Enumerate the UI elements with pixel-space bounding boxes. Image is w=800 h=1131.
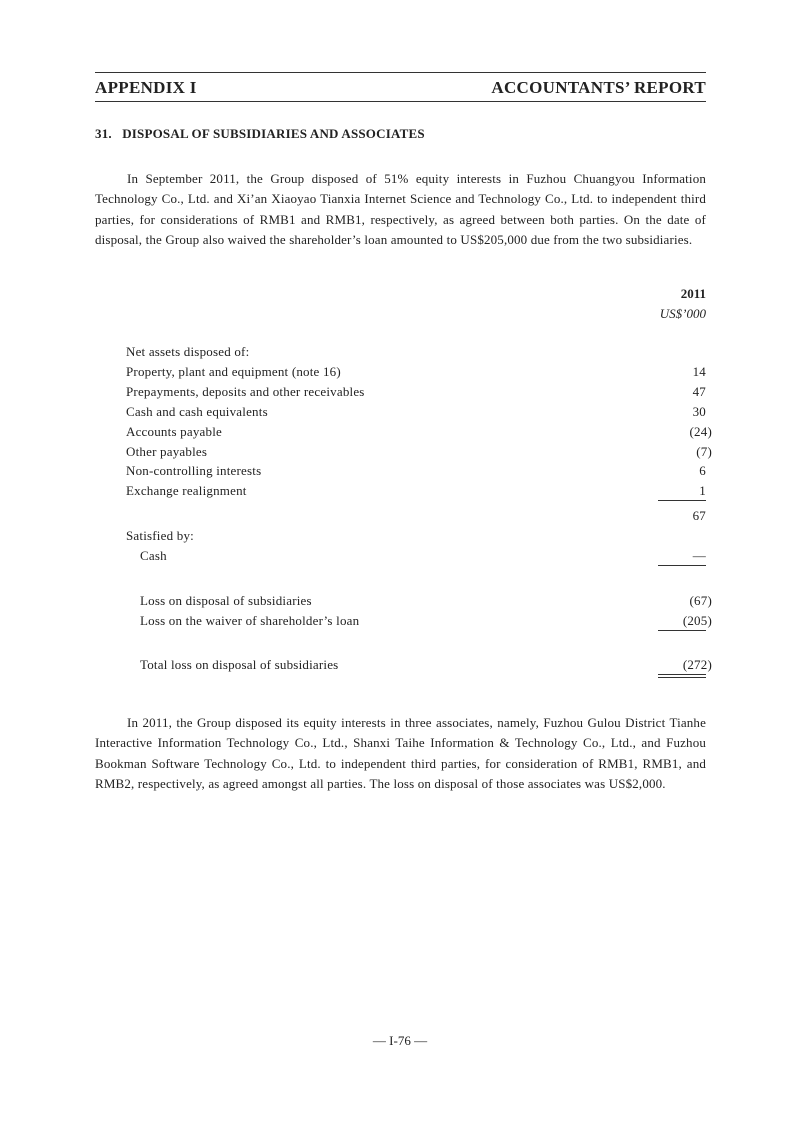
table-row <box>0 444 800 464</box>
intro-paragraph: In September 2011, the Group disposed of 51% equity interests in Fuzhou Chuangyou Information Technology Co., Ltd. and Xi’an Xiaoyao Tianxia Internet Science and Technology Co., Ltd. to independent third parties, for considerations of RMB1 and RMB1, respectively, as agreed between both parties. On the date of disposal, the Group also waived the shareholder’s loan amounted to US$205,000 due from the two subsidiaries. <box>95 171 706 247</box>
section-title: 31. DISPOSAL OF SUBSIDIARIES AND ASSOCIATES <box>95 126 425 141</box>
row-label: Net assets disposed of: <box>126 344 250 359</box>
row-value: 14 <box>692 364 706 379</box>
column-year-header: 2011 <box>680 286 706 301</box>
row-label: Loss on disposal of subsidiaries <box>140 593 312 608</box>
subtotal-value: 67 <box>692 508 706 523</box>
row-value: (24) <box>689 424 712 439</box>
header-bottom-rule <box>95 101 706 102</box>
row-label: Prepayments, deposits and other receivables <box>126 384 365 399</box>
row-label: Cash and cash equivalents <box>126 404 268 419</box>
row-label: Cash <box>140 548 167 563</box>
row-label: Total loss on disposal of subsidiaries <box>140 657 339 672</box>
table-row <box>0 593 800 613</box>
row-label: Other payables <box>126 444 208 459</box>
table-row <box>0 384 800 404</box>
row-value: 1 <box>699 483 706 498</box>
cash-underline <box>658 565 706 566</box>
table-row <box>0 528 800 548</box>
row-label: Satisfied by: <box>126 528 194 543</box>
row-label: Loss on the waiver of shareholder’s loan <box>140 613 360 628</box>
loss-underline <box>658 630 706 631</box>
subtotal-row <box>0 508 800 528</box>
table-row <box>0 463 800 483</box>
row-label: Exchange realignment <box>126 483 247 498</box>
associates-paragraph: In 2011, the Group disposed its equity interests in three associates, namely, Fuzhou Gulou District Tianhe Interactive Information Technology Co., Ltd., Shanxi Taihe Information & Technology Co., Ltd., and Fuzhou Bookman Software Technology Co., Ltd. to independent third parties, for consideration of RMB1, RMB1, and RMB2, respectively, as agreed amongst all parties. The loss on disposal of those associates was US$2,000. <box>95 715 706 791</box>
column-unit-header: US$’000 <box>659 306 706 321</box>
row-label: Property, plant and equipment (note 16) <box>126 364 341 379</box>
row-value: 47 <box>692 384 706 399</box>
row-value: 6 <box>699 463 706 478</box>
total-double-underline-2 <box>658 677 706 678</box>
total-double-underline-1 <box>658 674 706 675</box>
table-row <box>0 344 800 364</box>
row-value: (7) <box>696 444 712 459</box>
row-value: 30 <box>692 404 706 419</box>
header-top-rule <box>95 72 706 73</box>
row-value: — <box>692 548 706 563</box>
table-row <box>0 404 800 424</box>
row-label: Non-controlling interests <box>126 463 262 478</box>
table-row <box>0 424 800 444</box>
row-label: Accounts payable <box>126 424 222 439</box>
total-value: (272) <box>682 657 712 672</box>
subtotal-underline <box>658 500 706 501</box>
row-value: (67) <box>689 593 712 608</box>
row-value: (205) <box>682 613 712 628</box>
report-title: ACCOUNTANTS’ REPORT <box>491 78 706 97</box>
page-number: — I-76 — <box>372 1033 428 1048</box>
appendix-label: APPENDIX I <box>95 78 197 97</box>
table-row <box>0 364 800 384</box>
